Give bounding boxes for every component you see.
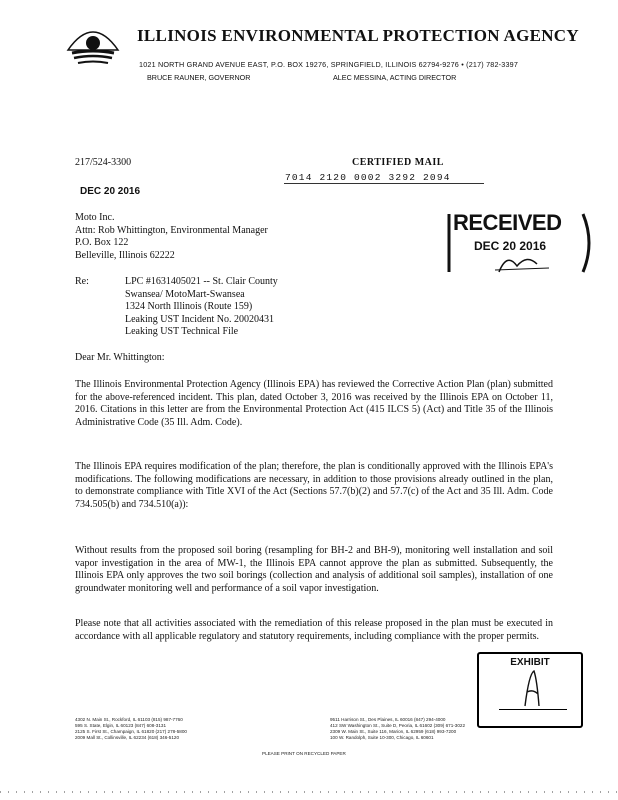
re-line: Leaking UST Technical File: [125, 326, 239, 337]
illinois-epa-logo-icon: [62, 20, 124, 70]
footer-offices-left: [75, 717, 187, 741]
re-line: 1324 North Illinois (Route 159): [125, 301, 253, 312]
addressee-line: P.O. Box 122: [75, 237, 129, 248]
exhibit-letter-handwritten: [521, 668, 545, 708]
footer-line: 2309 W. Main St., Suite 116, Marion, IL 62959 (618) 993-7200: [330, 729, 457, 734]
tracking-number: 7014 2120 0002 3292 2094: [285, 172, 451, 183]
footer-line: 2125 S. First St., Champaign, IL 61820 (217) 278-5800: [75, 729, 187, 734]
director-name: ALEC MESSINA, ACTING DIRECTOR: [333, 73, 457, 82]
agency-address: 1021 NORTH GRAND AVENUE EAST, P.O. BOX 19276, SPRINGFIELD, ILLINOIS 62794-9276 • (217) 782-3397: [139, 60, 519, 69]
body-paragraph: Please note that all activities associated with the remediation of this release proposed in the plan must be executed in accordance with all applicable regulatory and statutory requirements, including compliance with the proper permits.: [75, 618, 553, 642]
footer-line: 100 W. Randolph, Suite 10-300, Chicago, IL 60601: [330, 735, 434, 740]
received-stamp-date: DEC 20 2016: [474, 239, 547, 253]
certified-mail-label: CERTIFIED MAIL: [352, 157, 444, 168]
footer-line: 9511 Harrison St., Des Plaines, IL 60016 (847) 294-4000: [330, 717, 446, 722]
footer-line: 4302 N. Main St., Rockford, IL 61103 (815) 987-7760: [75, 717, 183, 722]
footer-line: 595 S. State, Elgin, IL 60123 (847) 608-3131: [75, 723, 167, 728]
footer-line: 2009 Mall St., Collinsville, IL 62234 (618) 346-5120: [75, 735, 180, 740]
addressee-block: [75, 212, 268, 262]
agency-officials: [147, 73, 477, 82]
phone-number: 217/524-3300: [75, 157, 132, 168]
exhibit-label: EXHIBIT: [510, 657, 550, 668]
footer-line: 412 SW Washington St., Suite D, Peoria, IL 61602 (309) 671-3022: [330, 723, 465, 728]
date-stamp: DEC 20 2016: [80, 186, 141, 197]
footer-offices-right: [330, 717, 465, 741]
body-paragraph: The Illinois EPA requires modification of the plan; therefore, the plan is conditionally approved with the Illinois EPA's modifications. The following modifications are necessary, in addition to those provisions already outlined in the plan, to demonstrate compliance with Title XVI of the Act (Sections 57.7(b)(2) and 57.7(c) of the Act and 35 Ill. Adm. Code 734.505(b) and 734.510(a)):: [75, 461, 553, 510]
scan-noise-divider: [0, 790, 618, 794]
re-line: Swansea/ MotoMart-Swansea: [125, 288, 245, 300]
tracking-underline: [284, 183, 484, 184]
agency-name: ILLINOIS ENVIRONMENTAL PROTECTION AGENCY: [137, 26, 579, 45]
re-line: LPC #1631405021 -- St. Clair County: [125, 276, 278, 287]
received-stamp: [445, 208, 595, 278]
re-line: Leaking UST Incident No. 20020431: [125, 313, 274, 325]
exhibit-underline: [499, 709, 567, 710]
addressee-line: Attn: Rob Whittington, Environmental Manager: [75, 224, 268, 236]
re-block: [125, 276, 278, 339]
body-paragraph: Without results from the proposed soil boring (resampling for BH-2 and BH-9), monitoring well installation and soil vapor investigation in the area of MW-1, the Illinois EPA cannot approve the plan as submitted. Subsequently, the Illinois EPA only approves the two soil borings (collection and analysis of additional soil samples), installation of one groundwater monitoring well and performance of a soil vapor investigation.: [75, 545, 553, 594]
addressee-line: Moto Inc.: [75, 212, 115, 223]
recycled-paper-note: PLEASE PRINT ON RECYCLED PAPER: [262, 751, 346, 756]
received-stamp-text: RECEIVED: [453, 210, 562, 235]
body-paragraph: The Illinois Environmental Protection Agency (Illinois EPA) has reviewed the Corrective Action Plan (plan) submitted for the above-referenced incident. This plan, dated October 3, 2016 was received by the Illinois EPA on October 11, 2016. Citations in this letter are from the Environmental Protection Act (415 ILCS 5) (Act) and Title 35 of the Illinois Administrative Code (35 Ill. Adm. Code).: [75, 379, 553, 428]
addressee-line: Belleville, Illinois 62222: [75, 249, 175, 261]
salutation: Dear Mr. Whittington:: [75, 352, 165, 363]
exhibit-sticker: [477, 652, 583, 728]
governor-name: BRUCE RAUNER, GOVERNOR: [147, 73, 251, 82]
re-label: Re:: [75, 276, 89, 287]
